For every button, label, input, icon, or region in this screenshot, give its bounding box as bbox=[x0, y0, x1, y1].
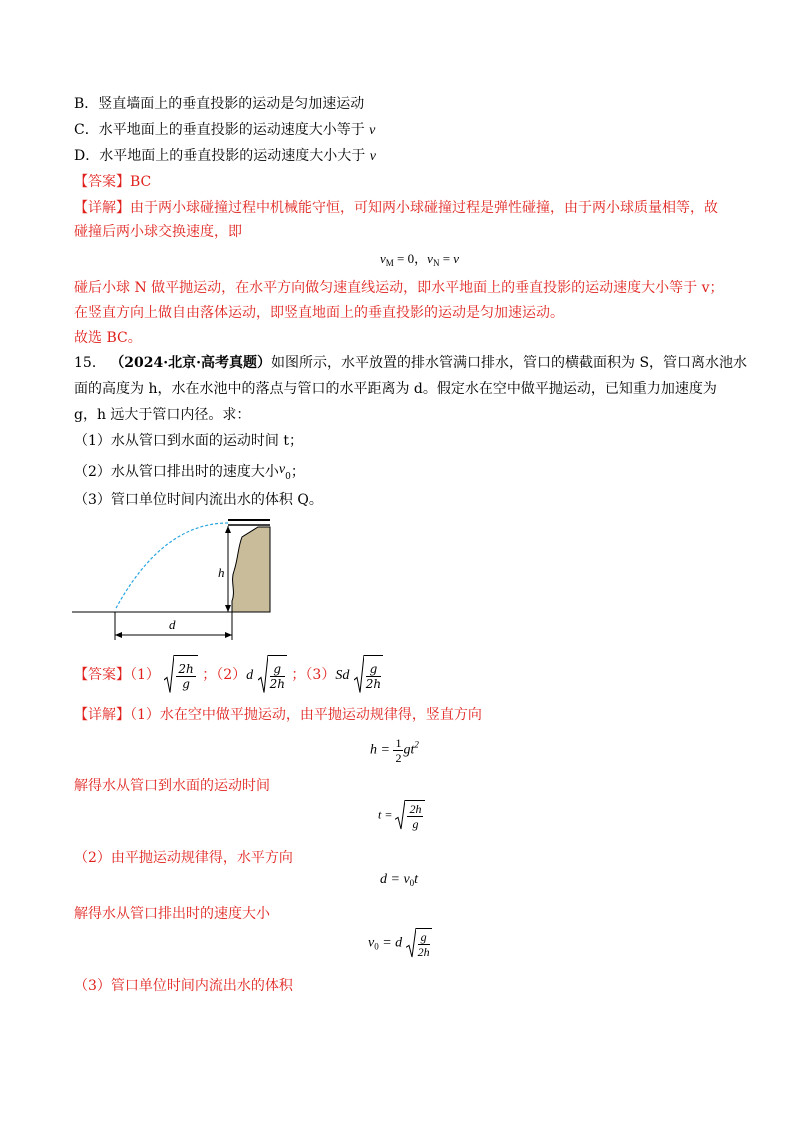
eq-sub-m: M bbox=[385, 258, 394, 268]
option-c bbox=[74, 120, 375, 141]
eq3-rhs: t bbox=[414, 872, 419, 887]
option-b-text: 竖直墙面上的垂直投影的运动是匀加速运动 bbox=[98, 96, 365, 112]
equation-t bbox=[378, 800, 425, 831]
sqrt-sign bbox=[395, 800, 405, 831]
eq-sub-n: N bbox=[432, 258, 440, 268]
option-b bbox=[74, 94, 364, 114]
option-c-text: 水平地面上的垂直投影的运动速度大小等于 bbox=[98, 122, 365, 138]
detail-15-line3: （2）由平抛运动规律得，水平方向 bbox=[74, 850, 293, 866]
answer-15-sqrt2 bbox=[258, 655, 287, 695]
eq4-lhs: v bbox=[368, 935, 375, 951]
detail-14-tag: 【详解】 bbox=[74, 200, 130, 216]
eq1-rhs: gt bbox=[403, 742, 415, 758]
ans-frac1-num: 2h bbox=[178, 661, 194, 676]
detail-14-line5: 故选 BC。 bbox=[74, 330, 142, 346]
d-arrow-right bbox=[225, 632, 232, 638]
q15-sub2-text: （2）水从管口排出时的速度大小 bbox=[74, 464, 279, 480]
q15-source: （2024·北京·高考真题） bbox=[110, 355, 271, 371]
eq1-den: 2 bbox=[395, 751, 402, 765]
answer-14-value: BC bbox=[130, 174, 152, 190]
detail-14-line1 bbox=[74, 198, 718, 218]
q15-number: 15． bbox=[74, 355, 106, 371]
ans-frac3-den: 2h bbox=[365, 676, 382, 691]
q15-sub1: （1）水从管口到水面的运动时间 t； bbox=[74, 433, 303, 449]
eq-vn: v bbox=[427, 251, 433, 266]
q15-sub2 bbox=[74, 460, 305, 487]
sqrt-sign bbox=[164, 655, 174, 695]
ans-frac1-den: g bbox=[182, 676, 190, 691]
q15-sub2-sub: 0 bbox=[285, 472, 291, 482]
eq4-sub: 0 bbox=[374, 941, 379, 952]
eq-rhs: v bbox=[453, 251, 460, 266]
d-label: d bbox=[169, 617, 176, 632]
eq3-lhs: d = v bbox=[380, 872, 410, 887]
equation-v0 bbox=[368, 928, 432, 959]
q15-line2: 面的高度为 h，水在水池中的落点与管口的水平距离为 d。假定水在空中做平抛运动，已知重力加速度为 bbox=[74, 381, 717, 397]
q15-line3: g，h 远大于管口内径。求： bbox=[74, 407, 251, 423]
q15-line1-text: 如图所示，水平放置的排水管满口排水，管口的横截面积为 S，管口离水池水 bbox=[271, 355, 748, 371]
d-arrow-left bbox=[115, 632, 122, 638]
eq3-sub: 0 bbox=[409, 878, 415, 888]
eq2-sqrt bbox=[395, 800, 425, 831]
option-c-label: C． bbox=[74, 122, 99, 138]
answer-15 bbox=[74, 655, 383, 695]
wall-shape bbox=[232, 527, 270, 612]
eq2-den: g bbox=[412, 817, 419, 831]
q15-line1 bbox=[74, 353, 747, 373]
ans-pre3: Sd bbox=[335, 668, 350, 683]
answer-15-sqrt3 bbox=[354, 655, 383, 695]
option-d-var: v bbox=[369, 149, 376, 164]
ans-frac3-num: g bbox=[366, 662, 381, 677]
sqrt-sign bbox=[354, 655, 364, 695]
answer-14 bbox=[74, 172, 151, 192]
ans-frac2-num: g bbox=[270, 662, 285, 677]
answer-15-tag: 【答案】 bbox=[74, 667, 130, 683]
eq2-num: 2h bbox=[409, 802, 422, 816]
option-d-text: 水平地面上的垂直投影的运动速度大小大于 bbox=[99, 148, 366, 164]
detail-15-line5: （3）管口单位时间内流出水的体积 bbox=[74, 978, 293, 994]
equation-velocity-swap bbox=[380, 248, 459, 268]
option-b-label: B． bbox=[74, 96, 99, 112]
answer-14-tag: 【答案】 bbox=[74, 174, 130, 190]
detail-15-line4: 解得水从管口排出时的速度大小 bbox=[74, 906, 270, 922]
q15-sub2-var: v bbox=[278, 462, 286, 477]
answer-15-part2-label: ；（2） bbox=[202, 667, 247, 683]
sqrt-sign bbox=[406, 928, 416, 959]
q15-sub2-post: ； bbox=[290, 464, 305, 480]
eq-sep: ， bbox=[414, 251, 428, 266]
h-arrow-top bbox=[225, 526, 231, 533]
detail-14-line3: 碰后小球 N 做平抛运动，在水平方向做匀速直线运动，即水平地面上的垂直投影的运动速度大小等于 v； bbox=[74, 280, 724, 296]
eq4-mid: = d bbox=[378, 935, 403, 951]
detail-15-tag: 【详解】 bbox=[74, 707, 130, 723]
equation-d bbox=[380, 872, 418, 888]
option-d-label: D． bbox=[74, 148, 100, 164]
option-c-var: v bbox=[369, 123, 376, 138]
eq2-lhs: t = bbox=[378, 807, 396, 822]
h-label: h bbox=[218, 565, 225, 580]
detail-14-line1-text: 由于两小球碰撞过程中机械能守恒，可知两小球碰撞过程是弹性碰撞，由于两小球质量相等，故 bbox=[130, 200, 718, 216]
projectile-figure bbox=[70, 515, 280, 645]
eq4-den: 2h bbox=[417, 945, 430, 959]
equation-h bbox=[370, 736, 419, 765]
eq4-num: g bbox=[418, 930, 430, 945]
q15-sub3: （3）管口单位时间内流出水的体积 Q。 bbox=[74, 492, 323, 508]
answer-15-part3-label: ；（3） bbox=[291, 667, 336, 683]
detail-15-line1 bbox=[74, 705, 482, 725]
eq1-sup: 2 bbox=[414, 739, 419, 750]
trajectory-curve bbox=[115, 523, 228, 610]
eq4-sqrt bbox=[406, 928, 432, 959]
eq-part1: = 0 bbox=[393, 251, 415, 266]
answer-15-sqrt1 bbox=[164, 655, 197, 695]
detail-14-line4: 在竖直方向上做自由落体运动，即竖直地面上的垂直投影的运动是匀加速运动。 bbox=[74, 305, 564, 321]
sqrt-sign bbox=[258, 655, 268, 695]
eq-part2: = bbox=[439, 251, 454, 266]
detail-15-line1-text: （1）水在空中做平抛运动，由平抛运动规律得，竖直方向 bbox=[130, 707, 482, 723]
ans-pre2: d bbox=[246, 668, 254, 683]
eq1-num: 1 bbox=[395, 736, 402, 750]
h-arrow-bottom bbox=[225, 605, 231, 612]
detail-15-line2: 解得水从管口到水面的运动时间 bbox=[74, 778, 270, 794]
detail-14-line2: 碰撞后两小球交换速度，即 bbox=[74, 224, 242, 240]
eq-vm: v bbox=[380, 251, 386, 266]
ans-frac2-den: 2h bbox=[269, 676, 285, 691]
option-d bbox=[74, 146, 376, 167]
answer-15-part1-label: （1） bbox=[130, 667, 160, 683]
eq1-lhs: h = bbox=[370, 742, 394, 758]
